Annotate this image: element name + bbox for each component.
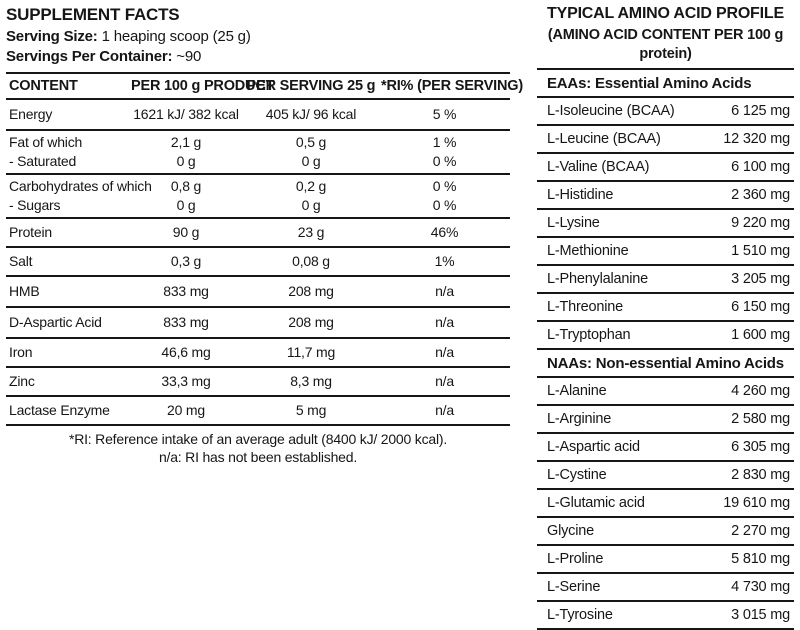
amino-name: L-Proline xyxy=(547,551,604,567)
value-per-serving: 5 mg xyxy=(295,402,327,418)
amino-row xyxy=(537,210,794,238)
amino-value: 2 270 mg xyxy=(731,523,790,539)
amino-name: L-Tryptophan xyxy=(547,327,631,343)
value-ri: 1% xyxy=(434,253,455,269)
amino-value: 2 830 mg xyxy=(731,467,790,483)
supplement-facts-title: SUPPLEMENT FACTS xyxy=(6,5,180,24)
value-ri: n/a xyxy=(435,344,454,360)
amino-name: L-Alanine xyxy=(547,383,607,399)
value-per-100g: 90 g xyxy=(172,224,200,240)
amino-name: L-Isoleucine (BCAA) xyxy=(547,103,675,119)
amino-row xyxy=(537,378,794,406)
amino-value: 5 810 mg xyxy=(731,551,790,567)
nutrient-name: Protein xyxy=(9,224,52,240)
value-per-serving: 0,08 g xyxy=(292,253,330,269)
nutrient-row-zinc xyxy=(6,368,510,397)
amino-value: 3 205 mg xyxy=(731,271,790,287)
amino-value: 3 015 mg xyxy=(731,607,790,623)
amino-name: Glycine xyxy=(547,523,594,539)
amino-name: L-Threonine xyxy=(547,299,623,315)
value-per-100g: 833 mg xyxy=(163,283,209,299)
amino-value: 6 125 mg xyxy=(731,103,790,119)
amino-row xyxy=(537,574,794,602)
amino-row xyxy=(537,182,794,210)
nutrient-name: D-Aspartic Acid xyxy=(9,314,102,330)
amino-value: 9 220 mg xyxy=(731,215,790,231)
value-per-100g: 833 mg xyxy=(163,314,209,330)
amino-name: L-Glutamic acid xyxy=(547,495,645,511)
value-ri: 1 % 0 % xyxy=(432,134,457,169)
value-per-serving: 23 g xyxy=(297,224,325,240)
nutrient-name: Carbohydrates of which - Sugars xyxy=(9,178,152,213)
amino-name: L-Leucine (BCAA) xyxy=(547,131,661,147)
supplement-facts-panel xyxy=(6,5,523,466)
amino-row xyxy=(537,490,794,518)
nutrient-row-salt xyxy=(6,248,510,277)
value-ri: n/a xyxy=(435,314,454,330)
column-header-per-100g: PER 100 g PRODUCT xyxy=(131,77,275,94)
footnote-na: n/a: RI has not been established. xyxy=(158,449,358,465)
serving-size-line xyxy=(6,28,510,45)
amino-profile-title: TYPICAL AMINO ACID PROFILE xyxy=(547,5,784,22)
value-ri: 5 % xyxy=(432,106,457,122)
footnotes xyxy=(6,430,510,466)
amino-row xyxy=(537,406,794,434)
value-ri: n/a xyxy=(435,402,454,418)
amino-value: 1 510 mg xyxy=(731,243,790,259)
amino-name: L-Arginine xyxy=(547,411,612,427)
amino-row xyxy=(537,294,794,322)
nutrient-name: Lactase Enzyme xyxy=(9,402,110,418)
section-header-naas: NAAs: Non-essential Amino Acids xyxy=(537,350,794,378)
amino-value: 19 610 mg xyxy=(723,495,790,511)
value-per-serving: 208 mg xyxy=(288,314,334,330)
amino-name: L-Serine xyxy=(547,579,601,595)
amino-name: L-Valine (BCAA) xyxy=(547,159,650,175)
value-ri: 0 % 0 % xyxy=(432,178,457,213)
amino-value: 4 730 mg xyxy=(731,579,790,595)
amino-value: 6 150 mg xyxy=(731,299,790,315)
amino-row xyxy=(537,238,794,266)
nutrient-row-carbohydrates xyxy=(6,175,510,219)
value-per-100g: 0,8 g 0 g xyxy=(170,178,202,213)
value-ri: n/a xyxy=(435,283,454,299)
amino-value: 4 260 mg xyxy=(731,383,790,399)
value-ri: 46% xyxy=(430,224,459,240)
value-per-100g: 1621 kJ/ 382 kcal xyxy=(133,106,239,122)
amino-row xyxy=(537,462,794,490)
amino-row xyxy=(537,434,794,462)
nutrient-row-iron xyxy=(6,339,510,368)
amino-row xyxy=(537,98,794,126)
value-per-serving: 405 kJ/ 96 kcal xyxy=(265,106,357,122)
amino-row xyxy=(537,266,794,294)
nutrient-name: Fat of which - Saturated xyxy=(9,134,83,169)
servings-per-container-value: ~90 xyxy=(176,48,202,65)
value-per-serving: 0,5 g 0 g xyxy=(295,134,327,169)
amino-name: L-Lysine xyxy=(547,215,600,231)
amino-name: L-Aspartic acid xyxy=(547,439,640,455)
amino-name: L-Phenylalanine xyxy=(547,271,648,287)
amino-name: L-Methionine xyxy=(547,243,629,259)
supplement-facts-table xyxy=(6,72,523,426)
amino-row xyxy=(537,154,794,182)
amino-name: L-Histidine xyxy=(547,187,614,203)
amino-value: 6 305 mg xyxy=(731,439,790,455)
value-per-100g: 20 mg xyxy=(167,402,205,418)
value-per-serving: 0,2 g 0 g xyxy=(295,178,327,213)
nutrient-name: Zinc xyxy=(9,373,35,389)
serving-size-value: 1 heaping scoop (25 g) xyxy=(101,28,251,45)
amino-value: 2 580 mg xyxy=(731,411,790,427)
value-ri: n/a xyxy=(435,373,454,389)
nutrient-row-lactase-enzyme xyxy=(6,397,510,426)
footnote-ri: *RI: Reference intake of an average adult (8400 kJ/ 2000 kcal). xyxy=(68,431,448,447)
value-per-100g: 33,3 mg xyxy=(161,373,211,389)
amino-row xyxy=(537,518,794,546)
amino-row xyxy=(537,322,794,350)
servings-per-container-line xyxy=(6,48,510,65)
value-per-100g: 0,3 g xyxy=(170,253,202,269)
amino-profile-table xyxy=(537,68,794,630)
nutrient-row-fat xyxy=(6,131,510,175)
amino-value: 2 360 mg xyxy=(731,187,790,203)
amino-row xyxy=(537,546,794,574)
servings-per-container-label: Servings Per Container: xyxy=(6,48,173,65)
section-header-eaas: EAAs: Essential Amino Acids xyxy=(537,70,794,98)
column-header-ri: *RI% (PER SERVING) xyxy=(381,77,523,94)
nutrient-name: Iron xyxy=(9,344,33,360)
amino-row xyxy=(537,602,794,630)
nutrient-name: Energy xyxy=(9,106,53,122)
nutrient-name: Salt xyxy=(9,253,33,269)
amino-name: L-Cystine xyxy=(547,467,607,483)
nutrient-row-d-aspartic-acid xyxy=(6,308,510,339)
table-header-row xyxy=(6,74,523,100)
serving-size-label: Serving Size: xyxy=(6,28,98,45)
amino-profile-subtitle: (AMINO ACID CONTENT PER 100 g protein) xyxy=(547,27,784,62)
amino-value: 6 100 mg xyxy=(731,159,790,175)
amino-value: 12 320 mg xyxy=(723,131,790,147)
value-per-serving: 8,3 mg xyxy=(290,373,332,389)
value-per-100g: 2,1 g 0 g xyxy=(170,134,202,169)
amino-profile-panel xyxy=(537,4,794,630)
nutrient-row-hmb xyxy=(6,277,510,308)
amino-name: L-Tyrosine xyxy=(547,607,613,623)
amino-value: 1 600 mg xyxy=(731,327,790,343)
amino-row xyxy=(537,126,794,154)
column-header-per-serving: PER SERVING 25 g xyxy=(246,77,376,94)
nutrient-row-protein xyxy=(6,219,510,248)
column-header-content: CONTENT xyxy=(9,77,78,94)
nutrient-row-energy xyxy=(6,100,510,131)
value-per-100g: 46,6 mg xyxy=(161,344,211,360)
value-per-serving: 208 mg xyxy=(288,283,334,299)
nutrient-name: HMB xyxy=(9,283,40,299)
value-per-serving: 11,7 mg xyxy=(286,344,336,360)
